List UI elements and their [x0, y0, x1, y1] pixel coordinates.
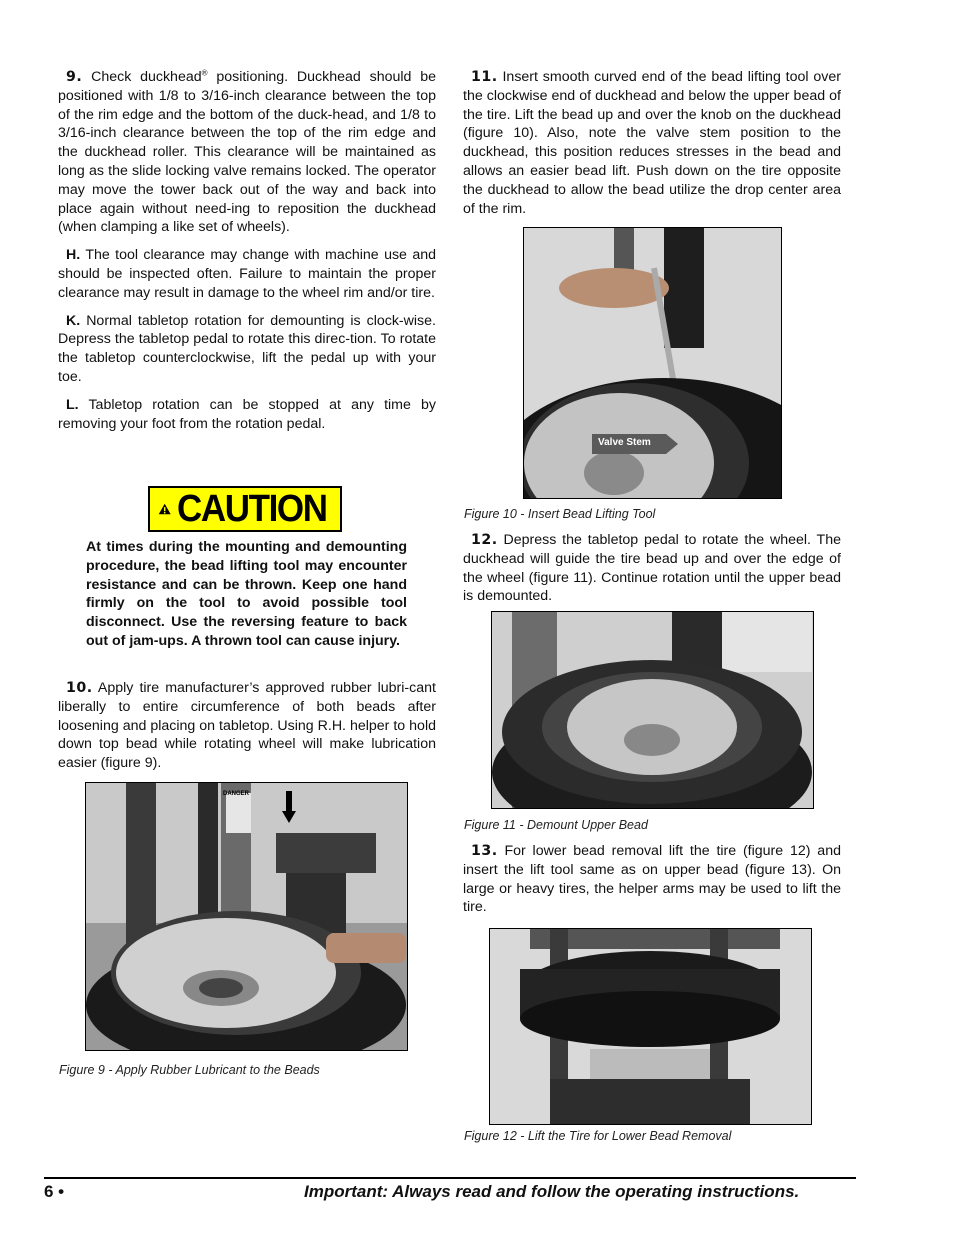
figure-12-caption: Figure 12 - Lift the Tire for Lower Bead Removal — [464, 1129, 732, 1143]
step-9-text-post: positioning. Duckhead should be positioned with 1/8 to 3/16-inch clearance between the top of the rim edge and the bottom of the duck-head, and 1/8 to 3/16-inch clearance between the top of the rim edge and the duckhead roller. This clearance will be maintained as long as the slide locking valve remains locked. The operator may move the tower back out of the way and back into place again without need-ing to reposition the duckhead (when clamping a like set of wheels). — [58, 69, 436, 236]
step-l-label: L. — [66, 396, 79, 413]
figure-9-photo — [85, 782, 408, 1051]
step-h-text: The tool clearance may change with machine use and should be inspected often. Failure to maintain the proper clearance may result in damage to the wheel rim and/or tire. — [58, 247, 437, 301]
left-column — [58, 68, 436, 442]
step-13-text: For lower bead removal lift the tire (figure 12) and insert the lift tool same as on upper bead (figure 13). On large or heavy tires, the helper arms may be used to lift the tire. — [463, 843, 841, 916]
step-k — [58, 312, 436, 387]
step-12-block — [463, 531, 841, 615]
figure-10-caption: Figure 10 - Insert Bead Lifting Tool — [464, 507, 656, 521]
step-11-number: 11. — [471, 69, 498, 85]
figure-9-caption: Figure 9 - Apply Rubber Lubricant to the Beads — [59, 1063, 320, 1077]
page-number: 6 • — [44, 1182, 65, 1201]
step-10 — [58, 679, 436, 773]
caution-warning-text: At times during the mounting and demounting procedure, the bead lifting tool may encounter resistance and can be thrown. Keep one hand firmly on the tool to avoid possible tool disconnect. Use the reversing feature to back out of jam-ups. A thrown tool can cause injury. — [86, 539, 407, 649]
figure-11-photo — [491, 611, 814, 809]
step-12 — [463, 531, 841, 606]
step-10-text: Apply tire manufacturer’s approved rubber lubri-cant liberally to entire circumference of both beads after loosening and placing on tabletop. Using R.H. helper to hold down top bead while rotating wheel will make lubrication easier (figure 9). — [58, 680, 436, 772]
figure-11-caption: Figure 11 - Demount Upper Bead — [464, 818, 648, 832]
step-9-text-pre: Check duckhead — [91, 69, 202, 85]
step-10-number: 10. — [66, 680, 93, 696]
step-13 — [463, 842, 841, 917]
step-11-text: Insert smooth curved end of the bead lifting tool over the clockwise end of duckhead and below the upper bead of the tire. Lift the bead up and over the knob on the duckhead (figure 10). Also, note the valve stem position to the duckhead, this position reduces stresses in the bead and allows an easier bead lift. Push down on the tire opposite the duckhead to allow the bead utilize the drop center area of the rim. — [463, 69, 841, 217]
step-k-text: Normal tabletop rotation for demounting is clock-wise. Depress the tabletop pedal to rotate this direc-tion. To rotate the tabletop counterclockwise, lift the pedal up with your toe. — [58, 312, 436, 385]
step-10-block — [58, 679, 436, 782]
step-9 — [58, 68, 436, 237]
step-h-label: H. — [66, 247, 81, 264]
right-column — [463, 68, 841, 227]
step-13-block — [463, 842, 841, 926]
step-13-number: 13. — [471, 843, 498, 859]
caution-banner — [148, 486, 342, 532]
step-9-number: 9. — [66, 69, 83, 85]
figure-10-photo — [523, 227, 782, 499]
step-h — [58, 246, 436, 302]
danger-sign: DANGER — [223, 791, 250, 797]
step-l — [58, 396, 436, 434]
footer-message: Important: Always read and follow the operating instructions. — [304, 1182, 800, 1201]
footer-rule — [44, 1177, 856, 1179]
step-11 — [463, 68, 841, 218]
step-l-text: Tabletop rotation can be stopped at any time by removing your foot from the rotation pedal. — [58, 396, 436, 432]
figure-12-photo — [489, 928, 812, 1125]
warning-triangle-icon — [158, 493, 171, 525]
step-k-label: K. — [66, 312, 81, 329]
step-12-number: 12. — [471, 532, 498, 548]
registered-mark: ® — [201, 68, 208, 78]
step-12-text: Depress the tabletop pedal to rotate the wheel. The duckhead will guide the tire bead up and over the edge of the wheel (figure 11). Continue rotation until the upper bead is demounted. — [463, 532, 841, 605]
valve-stem-label: Valve Stem — [598, 437, 651, 448]
caution-label: CAUTION — [177, 487, 327, 530]
